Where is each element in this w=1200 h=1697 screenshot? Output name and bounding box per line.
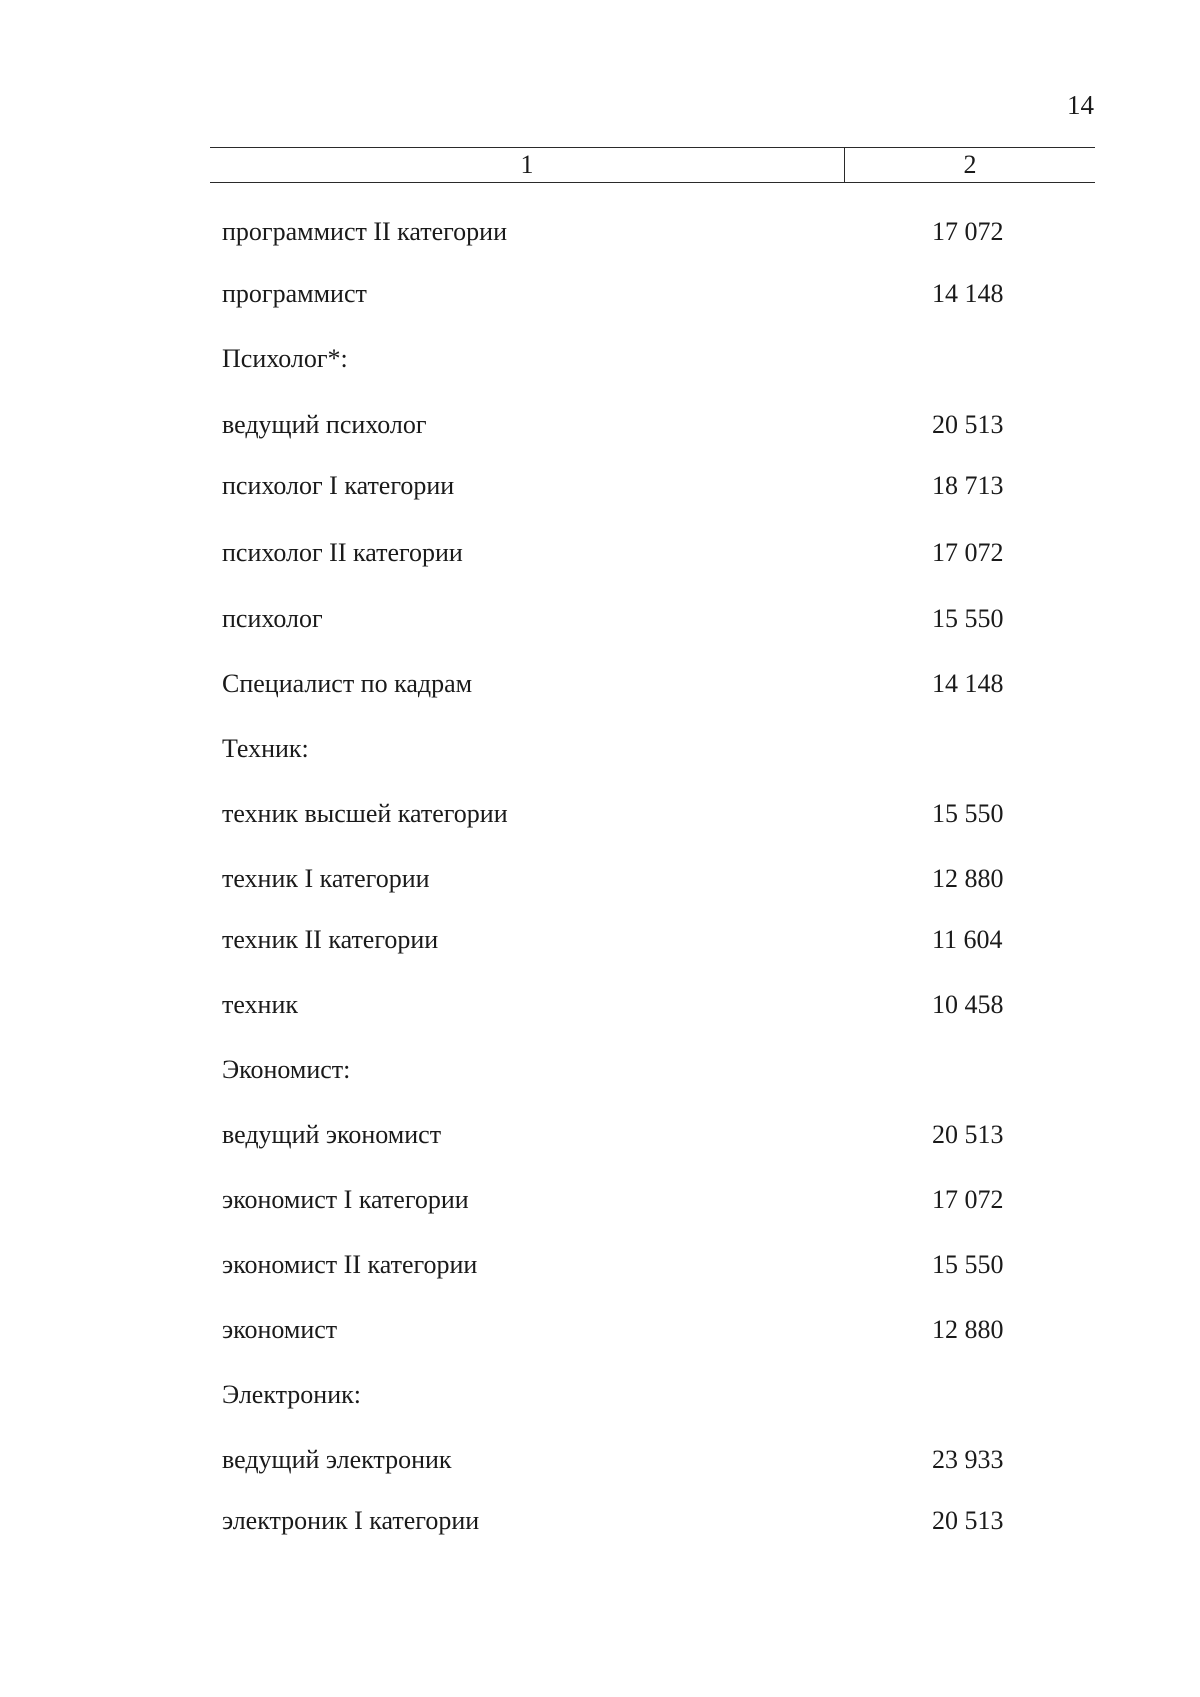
row-label: психолог I категории <box>222 471 455 500</box>
row-label: техник I категории <box>222 864 430 893</box>
row-value: 14 148 <box>932 669 1004 698</box>
table-row <box>222 274 1022 314</box>
row-value: 20 513 <box>932 1506 1004 1535</box>
table-row <box>222 599 1022 639</box>
row-value: 15 550 <box>932 799 1004 828</box>
table-row <box>222 1375 1022 1415</box>
row-value: 12 880 <box>932 864 1004 893</box>
row-label: техник <box>222 990 299 1019</box>
row-label: ведущий экономист <box>222 1120 442 1149</box>
row-label: техник высшей категории <box>222 799 508 828</box>
table-row <box>222 1050 1022 1090</box>
table-row <box>222 1310 1022 1350</box>
table-row <box>222 466 1022 506</box>
row-value: 10 458 <box>932 990 1004 1019</box>
table-row <box>222 985 1022 1025</box>
row-label: Психолог*: <box>222 344 348 373</box>
row-label: техник II категории <box>222 925 439 954</box>
row-label: экономист <box>222 1315 338 1344</box>
page-number: 14 <box>1067 90 1094 120</box>
table-row <box>222 1115 1022 1155</box>
table-row <box>222 405 1022 445</box>
table-row <box>222 212 1022 252</box>
table-row <box>222 920 1022 960</box>
row-value: 18 713 <box>932 471 1004 500</box>
row-label: Техник: <box>222 734 309 763</box>
row-label: экономист II категории <box>222 1250 478 1279</box>
row-label: Специалист по кадрам <box>222 669 473 698</box>
row-label: Электроник: <box>222 1380 361 1409</box>
row-label: программист <box>222 279 367 308</box>
row-value: 20 513 <box>932 1120 1004 1149</box>
row-label: ведущий психолог <box>222 410 427 439</box>
column-header-2: 2 <box>963 150 977 179</box>
row-label: Экономист: <box>222 1055 351 1084</box>
table-row <box>222 1501 1022 1541</box>
row-value: 11 604 <box>932 925 1003 954</box>
table-row <box>222 339 1022 379</box>
row-value: 17 072 <box>932 1185 1004 1214</box>
table-row <box>222 729 1022 769</box>
table-row <box>222 1180 1022 1220</box>
column-header-1: 1 <box>210 148 845 182</box>
row-label: программист II категории <box>222 217 508 246</box>
table-row <box>222 794 1022 834</box>
table-row <box>222 664 1022 704</box>
row-label: экономист I категории <box>222 1185 469 1214</box>
row-label: ведущий электроник <box>222 1445 452 1474</box>
row-value: 20 513 <box>932 410 1004 439</box>
row-label: психолог II категории <box>222 538 463 567</box>
table-row <box>222 1440 1022 1480</box>
row-label: электроник I категории <box>222 1506 480 1535</box>
row-label: психолог <box>222 604 323 633</box>
row-value: 17 072 <box>932 217 1004 246</box>
row-value: 14 148 <box>932 279 1004 308</box>
row-value: 17 072 <box>932 538 1004 567</box>
row-value: 15 550 <box>932 604 1004 633</box>
table-row <box>222 533 1022 573</box>
row-value: 23 933 <box>932 1445 1004 1474</box>
table-header <box>210 147 1095 183</box>
table-row <box>222 859 1022 899</box>
table-row <box>222 1245 1022 1285</box>
row-value: 12 880 <box>932 1315 1004 1344</box>
row-value: 15 550 <box>932 1250 1004 1279</box>
